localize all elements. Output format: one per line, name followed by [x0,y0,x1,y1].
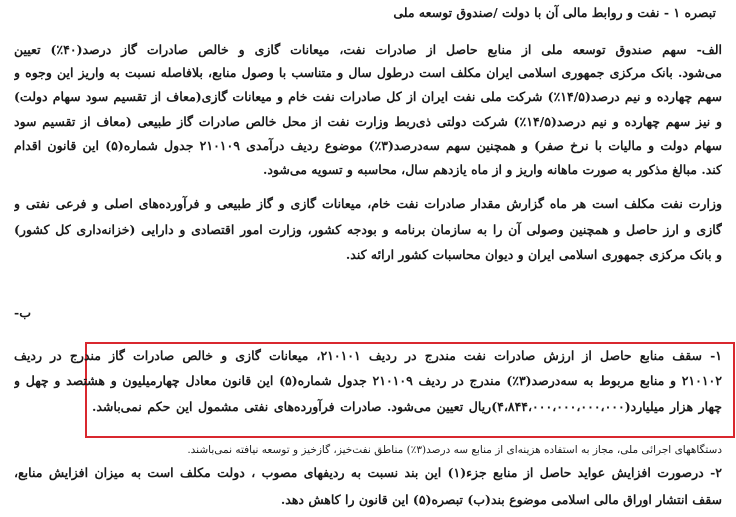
paragraph-alef-line-3: سهم چهارده و نیم درصد(۱۴/۵٪) شرکت ملی نفت ایران از کل صادرات نفت خام و میعانات گازی(معاف از تقسیم سود سهام دولت) [14,89,722,104]
paragraph-alef-line-4: و نیز سهم چهارده و نیم درصد(۱۴/۵٪) شرکت دولتی ذی‌ربط وزارت نفت از محل خالص صادرات گاز طبیعی (معاف از تقسیم سود [14,114,722,129]
ministry-paragraph-line-1: وزارت نفت مکلف است هر ماه گزارش مقدار صادرات نفت خام، میعانات گازی و گاز طبیعی و فرآورده‌های اصلی و فرعی نفتی و [14,196,722,211]
highlighted-clause-line-2: ۲۱۰۱۰۲ و منابع مربوط به سه‌درصد(۳٪) مندرج در ردیف ۲۱۰۱۰۹ جدول شماره(۵) این قانون معادل چهارمیلیون و هشتصد و چهل و [14,373,722,388]
ministry-paragraph-line-3: و بانک مرکزی جمهوری اسلامی ایران و دیوان محاسبات کشور ارائه کند. [345,247,722,262]
note-line: دستگاههای اجرائی ملی، مجاز به استفاده هزینه‌ای از منابع سه درصد(۳٪) مناطق نفت‌خیز، گازخیز و توسعه نیافته نمی‌باشند. [187,444,722,456]
section-be-label: ب- [14,305,31,320]
paragraph-alef-line-5: سهام دولت و مالیات با نرخ صفر) و همچنین سهم سه‌درصد(۳٪) موضوع ردیف درآمدی ۲۱۰۱۰۹ جدول شماره(۵) این قانون اقدام [14,138,722,153]
ministry-paragraph-line-2: گازی و ارز حاصل و همچنین وصولی آن را به سازمان برنامه و بودجه کشور، وزارت امور اقتصادی و دارایی (خزانه‌داری کل کشور) [14,222,722,237]
paragraph-alef-line-1: الف- سهم صندوق توسعه ملی از منابع حاصل از صادرات نفت، میعانات گازی و خالص صادرات گاز درصد(۴۰٪) تعیین [14,42,722,57]
highlighted-clause-line-1: ۱- سقف منابع حاصل از ارزش صادرات نفت مندرج در ردیف ۲۱۰۱۰۱، میعانات گازی و خالص صادرات گاز مندرج در ردیف [14,348,722,363]
paragraph-alef-line-2: می‌شود. بانک مرکزی جمهوری اسلامی ایران مکلف است درطول سال و متناسب با وصول منابع، بلافاصله نسبت به واریز این وجوه و [14,65,722,80]
item-2-line-1: ۲- درصورت افزایش عواید حاصل از منابع جزء(۱) این بند نسبت به ردیفهای مصوب ، دولت مکلف است به میزان افزایش منابع، [14,465,722,480]
paragraph-alef-line-6: کند. مبالغ مذکور به صورت ماهانه واریز و از ماه یازدهم سال، محاسبه و تسویه می‌شود. [262,162,722,177]
item-2-line-2: سقف انتشار اوراق مالی اسلامی موضوع بند(ب) تبصره(۵) این قانون را کاهش دهد. [280,492,722,507]
section-heading: تبصره ۱ - نفت و روابط مالی آن با دولت /صندوق توسعه ملی [393,5,716,20]
highlighted-clause-line-3: چهار هزار میلیارد(۴،۸۴۴،۰۰۰،۰۰۰،۰۰۰،۰۰۰)ریال تعیین می‌شود. صادرات فرآورده‌های نفتی مشمول این حکم نمی‌باشد. [92,399,722,414]
